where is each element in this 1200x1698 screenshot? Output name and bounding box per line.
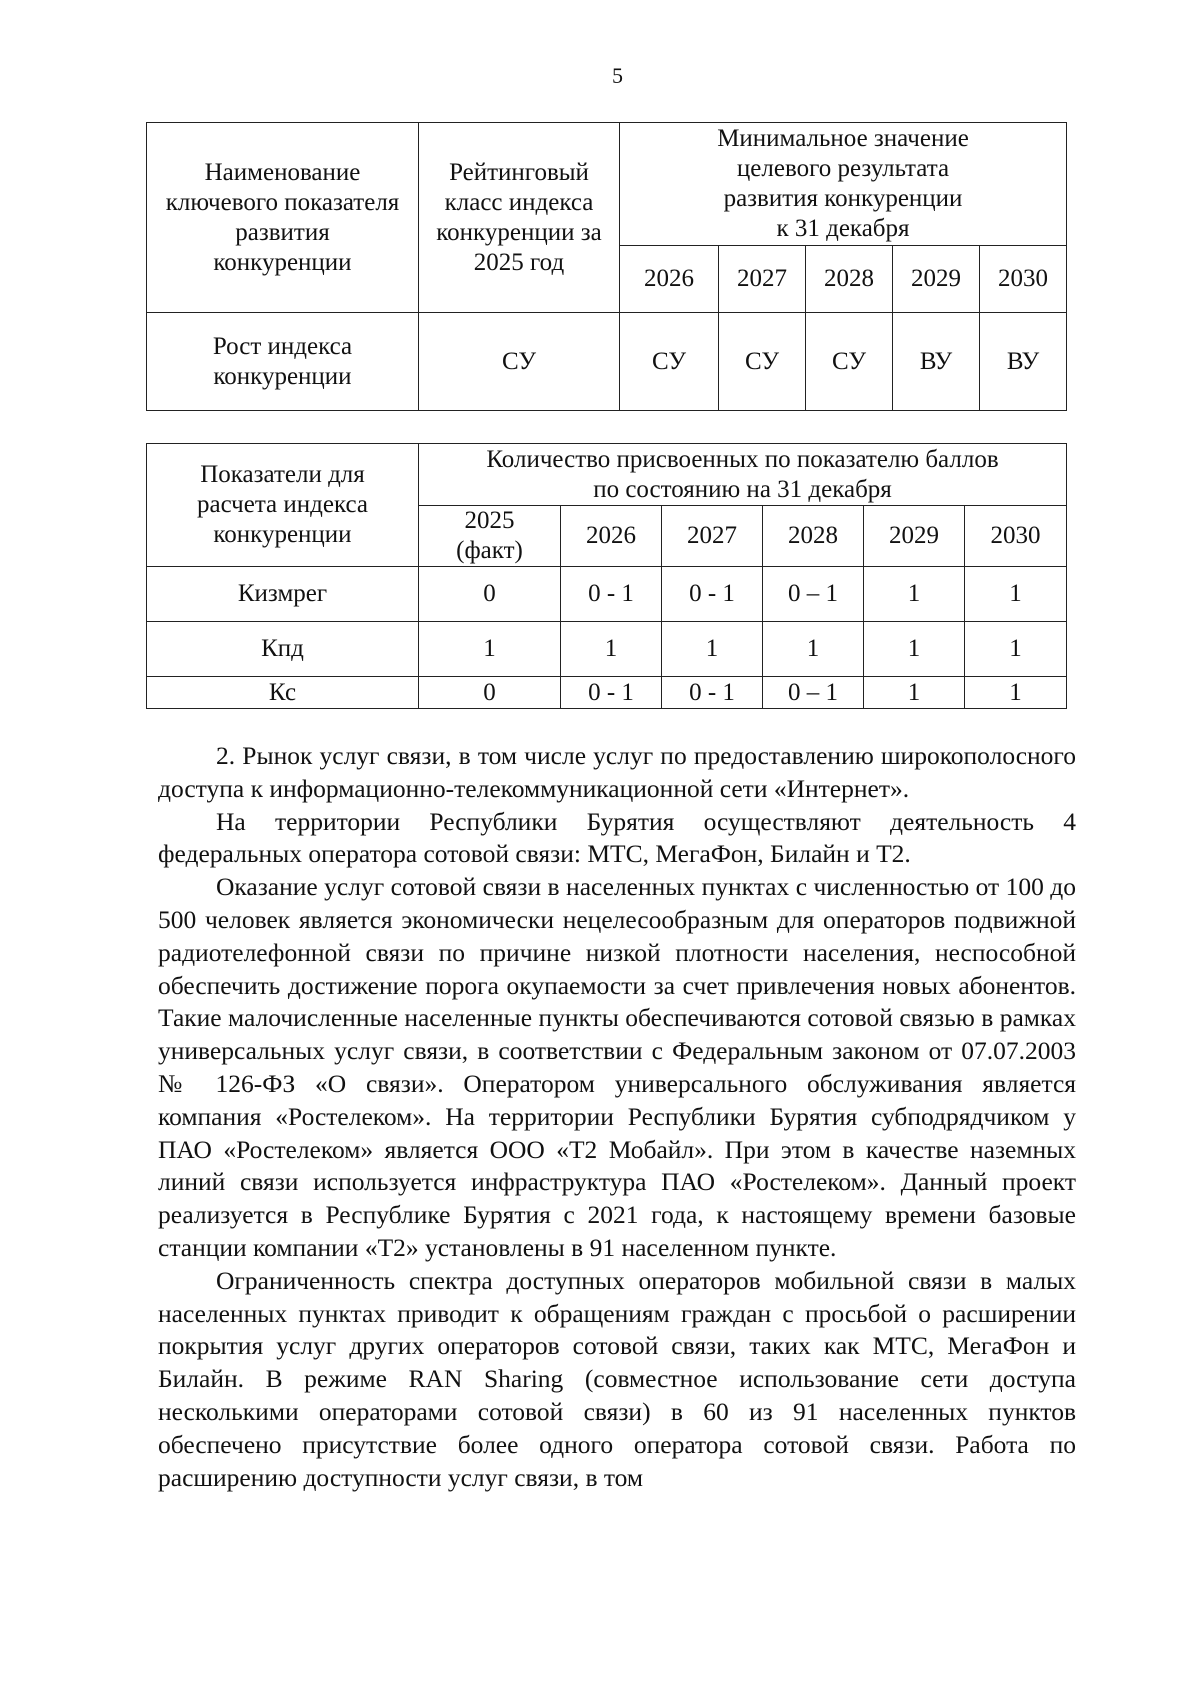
score-cell: 1 xyxy=(419,622,561,677)
score-cell: 1 xyxy=(561,622,662,677)
target-value-cell: СУ xyxy=(620,313,719,411)
parameters-header: Показатели для расчета индекса конкуренции xyxy=(147,444,419,567)
year-header: 2029 xyxy=(864,506,965,567)
paragraph: Оказание услуг сотовой связи в населенных пунктах с численностью от 100 до 500 человек является экономически нецелесообразным для операторов подвижной радиотелефонной связи по причине низкой плотности населения, неспособной обеспечить достижение порога окупаемости за счет привлечения новых абонентов. Такие малочисленные населенные пункты обеспечиваются сотовой связью в рамках универсальных услуг связи, в соответствии с Федеральным законом от 07.07.2003 № 126-ФЗ «О связи». Оператором универсального обслуживания является компания «Ростелеком». На территории Республики Бурятия субподрядчиком у ПАО «Ростелеком» является ООО «Т2 Мобайл». При этом в качестве наземных линий связи используется инфраструктура ПАО «Ростелеком». Данный проект реализуется в Республике Бурятия с 2021 года, к настоящему времени базовые станции компании «Т2» установлены в 91 населенном пункте. xyxy=(158,872,1076,1262)
year-header: 2028 xyxy=(763,506,864,567)
score-cell: 0 xyxy=(419,677,561,709)
score-cell: 0 - 1 xyxy=(561,677,662,709)
target-value-cell: ВУ xyxy=(980,313,1067,411)
indicator-name-header: Наименование ключевого показателя развития конкуренции xyxy=(147,123,419,313)
score-cell: 0 - 1 xyxy=(662,677,763,709)
scores-table xyxy=(146,443,1067,709)
year-header: 2025 (факт) xyxy=(419,506,561,567)
score-cell: 1 xyxy=(965,677,1067,709)
year-header: 2030 xyxy=(965,506,1067,567)
rating-class-header: Рейтинговый класс индекса конкуренции за 2025 год xyxy=(419,123,620,313)
page-number: 5 xyxy=(612,63,623,88)
table-row xyxy=(147,567,1067,622)
indicator-name-cell: Рост индекса конкуренции xyxy=(147,313,419,411)
score-cell: 0 – 1 xyxy=(763,567,864,622)
target-value-cell: СУ xyxy=(806,313,893,411)
year-header: 2030 xyxy=(980,246,1067,313)
score-cell: 1 xyxy=(965,567,1067,622)
score-cell: 1 xyxy=(662,622,763,677)
target-results-table xyxy=(146,122,1067,411)
paragraph: 2. Рынок услуг связи, в том числе услуг по предоставлению широкополосного доступа к информационно-телекоммуникационной сети «Интернет». xyxy=(158,741,1076,803)
year-header: 2029 xyxy=(893,246,980,313)
score-cell: 1 xyxy=(965,622,1067,677)
score-cell: 0 xyxy=(419,567,561,622)
table-row xyxy=(147,622,1067,677)
year-header: 2026 xyxy=(620,246,719,313)
score-cell: 1 xyxy=(864,677,965,709)
rating-class-cell: СУ xyxy=(419,313,620,411)
score-cell: 0 - 1 xyxy=(561,567,662,622)
parameter-name-cell: Кпд xyxy=(147,622,419,677)
table-row xyxy=(147,677,1067,709)
target-value-cell: СУ xyxy=(719,313,806,411)
year-header: 2028 xyxy=(806,246,893,313)
score-cell: 1 xyxy=(763,622,864,677)
score-cell: 0 - 1 xyxy=(662,567,763,622)
score-cell: 1 xyxy=(864,622,965,677)
paragraph: На территории Республики Бурятия осуществляют деятельность 4 федеральных оператора сотовой связи: МТС, МегаФон, Билайн и Т2. xyxy=(158,806,1076,869)
year-header: 2027 xyxy=(719,246,806,313)
scores-group-header: Количество присвоенных по показателю баллов по состоянию на 31 декабря xyxy=(419,444,1067,506)
min-value-group-header: Минимальное значение целевого результата развития конкуренции к 31 декабря xyxy=(620,123,1067,246)
body-text xyxy=(158,740,1076,1494)
score-cell: 0 – 1 xyxy=(763,677,864,709)
parameter-name-cell: Кизмрег xyxy=(147,567,419,622)
parameter-name-cell: Кс xyxy=(147,677,419,709)
year-header: 2027 xyxy=(662,506,763,567)
target-value-cell: ВУ xyxy=(893,313,980,411)
paragraph: Ограниченность спектра доступных операторов мобильной связи в малых населенных пунктах приводит к обращениям граждан с просьбой о расширении покрытия услуг других операторов сотовой связи, таких как МТС, МегаФон и Билайн. В режиме RAN Sharing (совместное использование сети доступа несколькими операторами сотовой связи) в 60 из 91 населенных пунктов обеспечено присутствие более одного оператора сотовой связи. Работа по расширению доступности услуг связи, в том xyxy=(158,1265,1076,1492)
score-cell: 1 xyxy=(864,567,965,622)
year-header: 2026 xyxy=(561,506,662,567)
